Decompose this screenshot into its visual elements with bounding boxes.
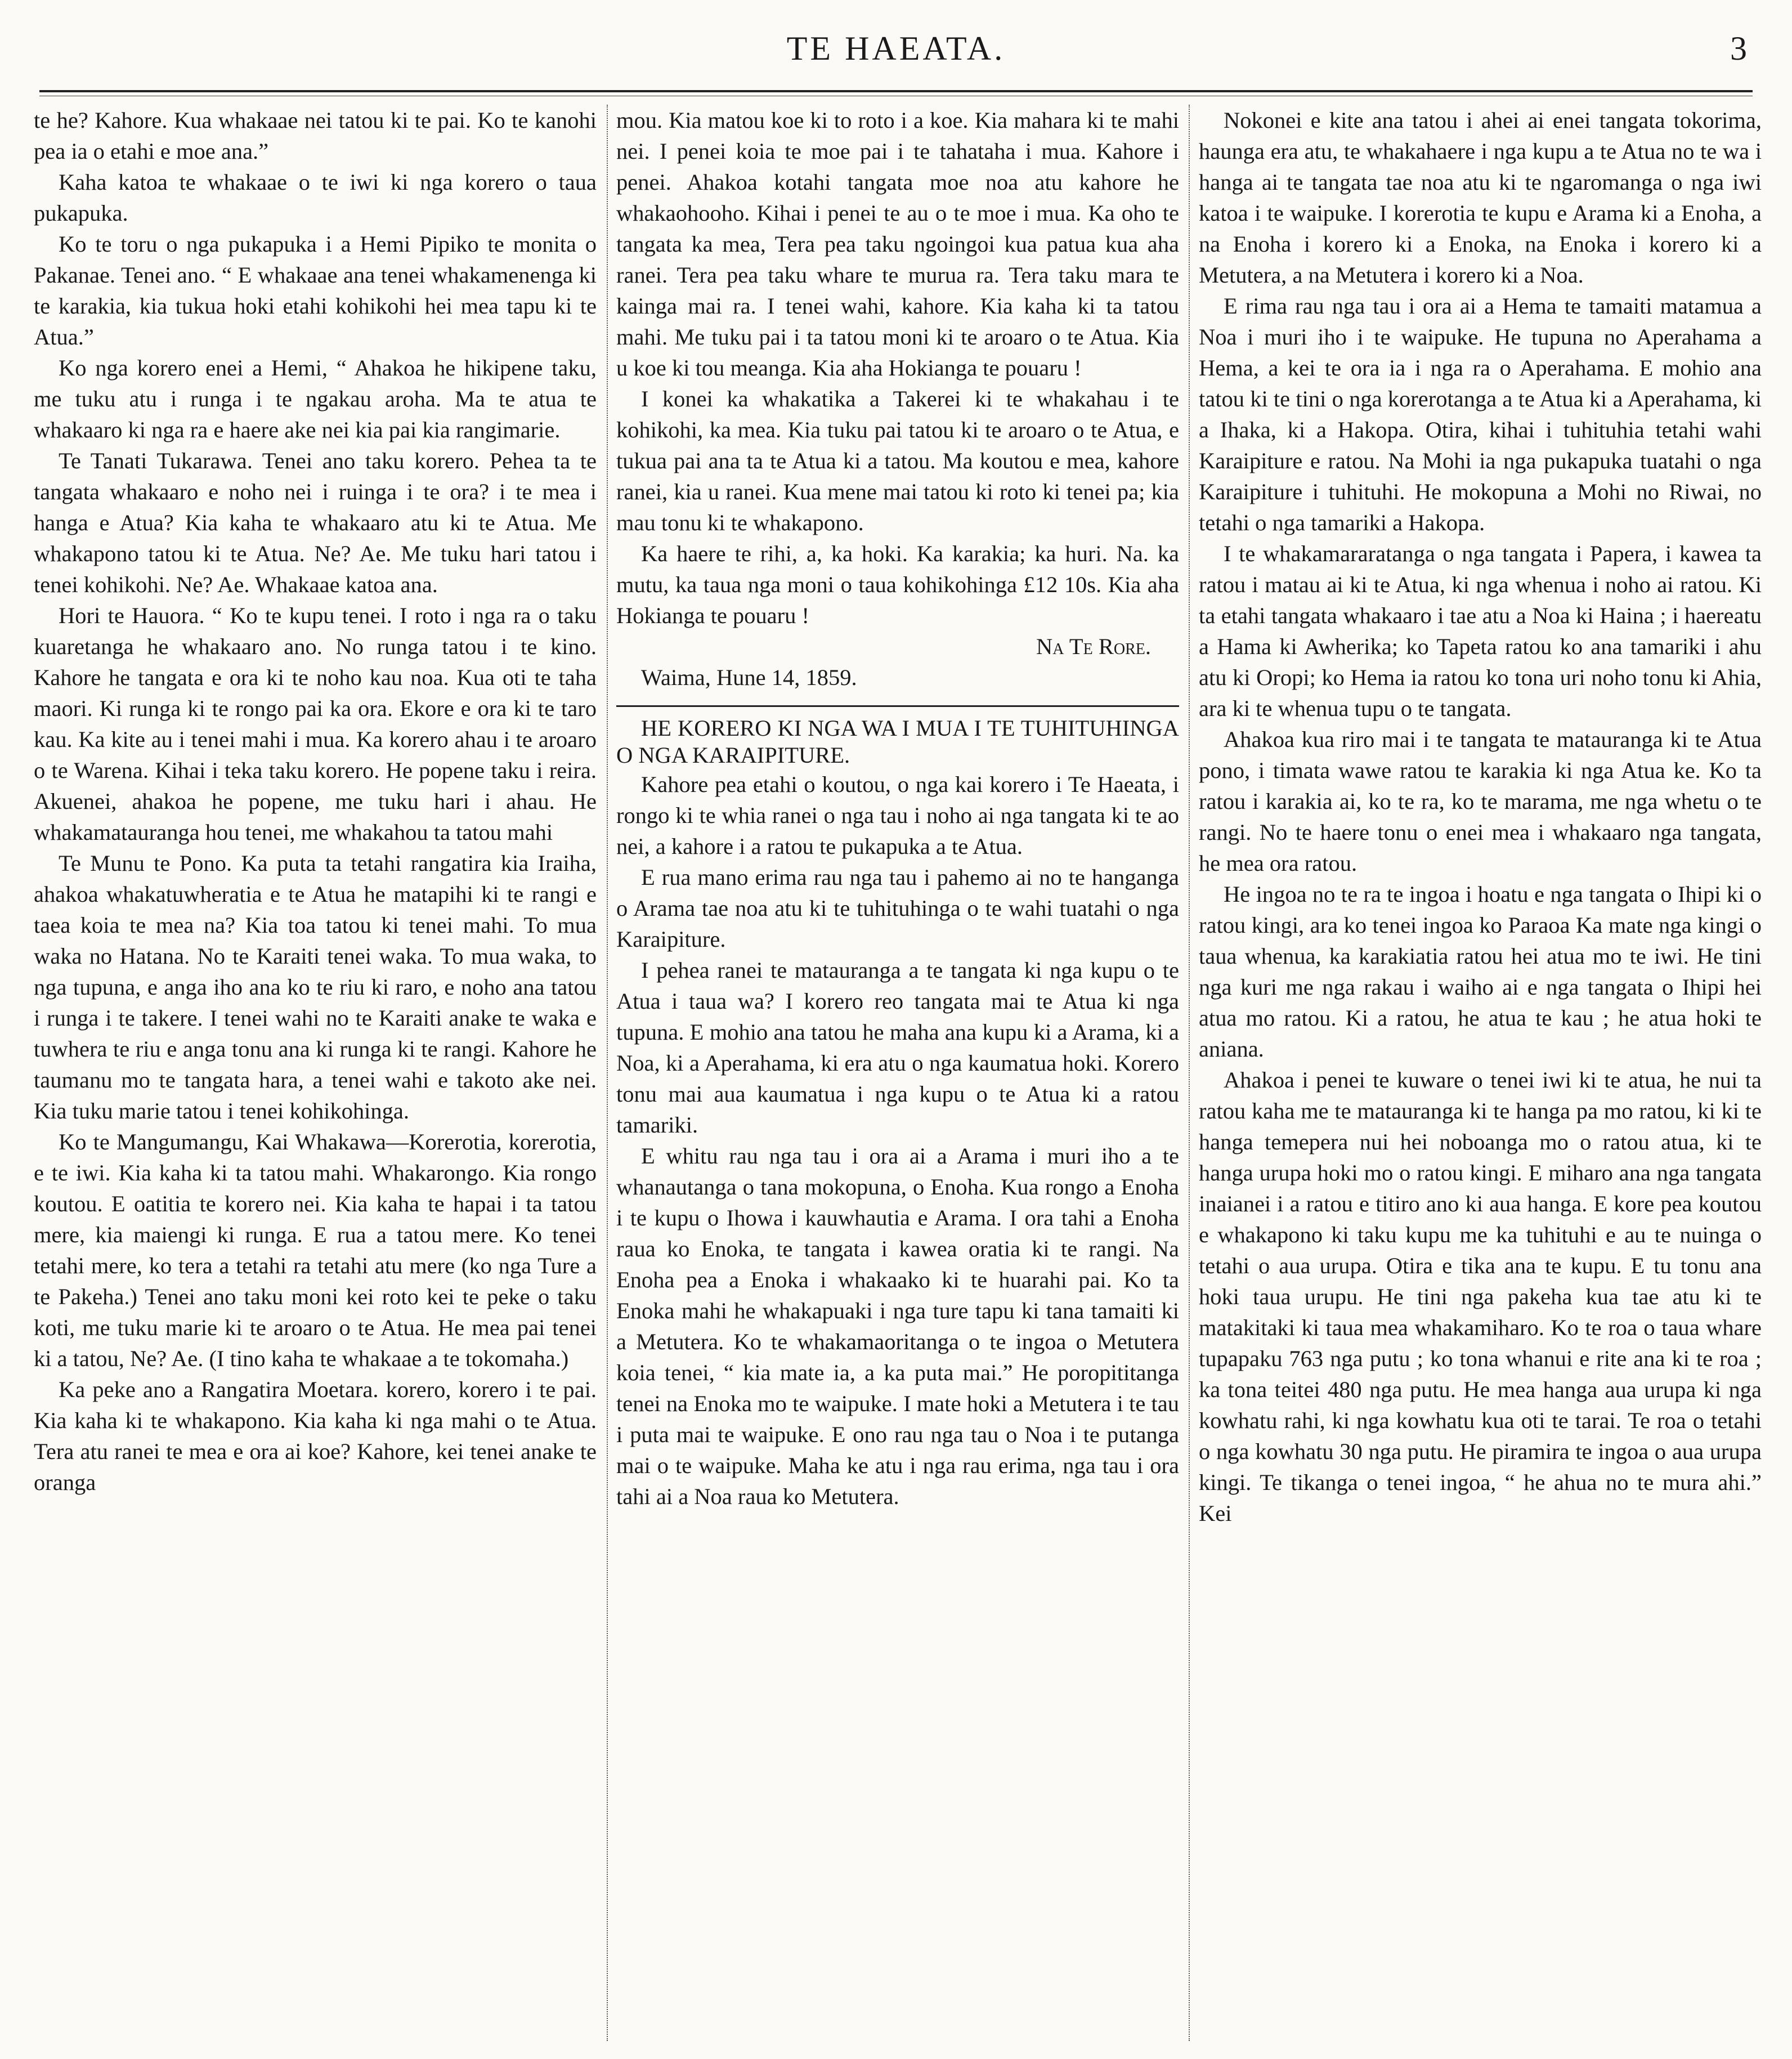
column-rule-left bbox=[607, 105, 608, 2041]
article-heading: HE KORERO KI NGA WA I MUA I TE TUHITUHINGA O NGA KARAIPITURE. bbox=[616, 715, 1179, 768]
paragraph: Ko nga korero enei a Hemi, “ Ahakoa he hikipene taku, me tuku atu i runga i te ngakau aroha. Ma te atua te whakaaro ki nga ra e haere ake nei kia pai kia rangimarie. bbox=[34, 355, 597, 442]
paragraph: E rua mano erima rau nga tau i pahemo ai no te hanganga o Arama tae noa atu ki te tuhituhinga o te wahi tuatahi o nga Karaipiture. bbox=[616, 865, 1179, 952]
masthead bbox=[39, 25, 1753, 81]
paragraph: I pehea ranei te matauranga a te tangata ki nga kupu o te Atua i taua wa? I korero reo tangata mai te Atua ki nga tupuna. E mohio ana tatou he maha ana kupu ki a Arama, ki a Noa, ki a Aperahama, ki era atu o nga kaumatua hoki. Korero tonu mai aua kaumatua i nga kupu o te Atua ki a ratou tamariki. bbox=[616, 957, 1179, 1138]
paragraph: Ahakoa i penei te kuware o tenei iwi ki te atua, he nui ta ratou kaha me te matauranga ki te hanga pa mo ratou, ki ki te hanga temepera nui hei noboanga mo o ratou atua, ki te hanga urupa hoki mo o ratou kingi. E miharo ana nga tangata inaianei i a ratou e titiro ano ki aua hanga. E kore pea koutou e whakapono ki taku kupu me ka tuhituhi e au te nuinga o tetahi o aua urupa. Otira e tika ana te kupu. E tu tonu ana hoki taua urupu. He tini nga pakeha kua tae atu ki te matakitaki ki taua mea whakamiharo. Ko te roa o taua whare tupapaku 763 nga putu ; ko tona whanui e rite ana ki te roa ; ka tona teitei 480 nga putu. He mea hanga aua urupa ki nga kowhatu rahi, ki nga kowhatu kua oti te tarai. Te roa o tetahi o nga kowhatu 30 nga putu. He piramira te ingoa o aua urupa kingi. Te tikanga o tenei ingoa, “ he ahua no te mura ahi.” Kei bbox=[1199, 1067, 1762, 1526]
paragraph: I te whakamararatanga o nga tangata i Papera, i kawea ta ratou i matau ai ki te Atua, ki nga whenua i noho ai ratou. Ki ta etahi tangata whakaaro i tae atu a Noa ki Haina ; i haereatu a Hama ki Awherika; ko Tapeta ratou ko ana tamariki i ahu atu ki Oropi; ko Hema ia ratou ko tona uri noho tonu ki Ahia, ara ki te whenua tupu o te tangata. bbox=[1199, 541, 1762, 721]
paragraph: He ingoa no te ra te ingoa i hoatu e nga tangata o Ihipi ki o ratou kingi, ara ko tenei ingoa ko Paraoa Ka mate nga kingi o taua whenua, ka karakiatia ratou hei atua mo te iwi. He tini nga kuri me nga rakau i waiho ai e nga tangata o Ihipi hei atua mo ratou. Ki a ratou, he atua te kau ; he atua hoki te aniana. bbox=[1199, 881, 1762, 1062]
header-rule bbox=[39, 90, 1753, 92]
paragraph: Ka haere te rihi, a, ka hoki. Ka karakia; ka huri. Na. ka mutu, ka taua nga moni o taua kohikohinga £12 10s. Kia aha Hokianga te pouaru ! bbox=[616, 541, 1179, 628]
paragraph: E rima rau nga tau i ora ai a Hema te tamaiti matamua a Noa i muri iho i te waipuke. He tupuna no Aperahama a Hema, a kei te ora ia i nga ra o Aperahama. E mohio ana tatou ki te tini o nga korerotanga a te Atua ki a Aperahama, ki a Ihaka, ki a Hakopa. Otira, kihai i tuhituhia tetahi wahi Karaipiture e ratou. Na Mohi ia nga pukapuka tuatahi o nga Karaipiture i tuhituhi. He mokopuna a Mohi no Riwai, no tetahi o nga tamariki a Hakopa. bbox=[1199, 293, 1762, 535]
column-rule-right bbox=[1189, 105, 1190, 2041]
column-2 bbox=[616, 105, 1179, 2041]
dateline: Waima, Hune 14, 1859. bbox=[641, 665, 857, 690]
paragraph: Kahore pea etahi o koutou, o nga kai korero i Te Haeata, i rongo ki te whia ranei o nga tau i noho ai nga tangata ki te ao nei, a kahore i a ratou te pukapuka a te Atua. bbox=[616, 772, 1179, 859]
paragraph: E whitu rau nga tau i ora ai a Arama i muri iho a te whanautanga o tana mokopuna, o Enoha. Kua rongo a Enoha i te kupu o Ihowa i kauwhautia e Arama. I ora tahi a Enoha raua ko Enoka, te tangata i kawea oratia ki te rangi. Na Enoha pea a Enoka i whakaako ki te huarahi pai. Ko ta Enoka mahi he whakapuaki i nga ture tapu ki tana tamaiti ki a Metutera. Ko te whakamaoritanga o te ingoa o Metutera koia tenei, “ kia mate ia, a ka puta mai.” He poropititanga tenei na Enoka mo te waipuke. I mate hoki a Metutera i te tau i puta mai te waipuke. E ono rau nga tau o Noa i te putanga mai o te waipuke. Maha ke atu i nga rau erima, nga tau i ora tahi ai a Noa raua ko Metutera. bbox=[616, 1143, 1179, 1509]
column-3 bbox=[1199, 105, 1762, 2041]
page-number: 3 bbox=[1730, 30, 1747, 67]
paragraph: Nokonei e kite ana tatou i ahei ai enei tangata tokorima, haunga era atu, te whakahaere i nga kupu a te Atua no te wa i hanga ai te tangata tae noa atu ki te ngaromanga o nga iwi katoa i te waipuke. I korerotia te kupu e Arama ki a Enoha, a na Enoha i korero ki a Enoka, na Enoka i korero ki a Metutera, a na Metutera i korero ki a Noa. bbox=[1199, 108, 1762, 288]
paragraph: mou. Kia matou koe ki to roto i a koe. Kia mahara ki te mahi nei. I penei koia te moe pai i te tahataha i mua. Kahore i penei. Ahakoa kotahi tangata moe noa atu kahore he whakaohooho. Kihai i penei te au o te moe i mua. Ka oho te tangata ka mea, Tera pea taku ngoingoi kua patua kua aha ranei. Tera pea taku whare te murua ra. Tera taku mara te kainga mai ra. I tenei wahi, kahore. Kia kaha ki ta tatou mahi. Me tuku pai i ta tatou moni ki te aroaro o te Atua. Kia u koe ki tou meanga. Kia aha Hokianga te pouaru ! bbox=[616, 108, 1179, 381]
paragraph: Ka peke ano a Rangatira Moetara. korero, korero i te pai. Kia kaha ki te whakapono. Kia kaha ki nga mahi o te Atua. Tera atu ranei te mea e ora ai koe? Kahore, kei tenei anake te oranga bbox=[34, 1377, 597, 1495]
signature: Na Te Rore. bbox=[1036, 634, 1151, 659]
paragraph: Ko te toru o nga pukapuka i a Hemi Pipiko te monita o Pakanae. Tenei ano. “ E whakaae ana tenei whakamenenga ki te karakia, kia tukua hoki etahi kohikohi hei mea tapu ki te Atua.” bbox=[34, 231, 597, 350]
paragraph: I konei ka whakatika a Takerei ki te whakahau i te kohikohi, ka mea. Kia tuku pai tatou ki te aroaro o te Atua, e tukua pai ana ta te Atua ki a tatou. Ma koutou e mea, kahore ranei, kia u ranei. Kua mene mai tatou ki roto ki tenei pa; kia mau tonu ki te whakapono. bbox=[616, 386, 1179, 535]
paragraph: Ko te Mangumangu, Kai Whakawa—Korerotia, korerotia, e te iwi. Kia kaha ki ta tatou mahi. Whakarongo. Kia rongo koutou. E oatitia te korero nei. Kia kaha te hapai i ta tatou mere, kia maiengi ki runga. E rua a tatou mere. Ko tenei tetahi mere, ko tera a tetahi ra tetahi atu mere (ko nga Ture a te Pakeha.) Tenei ano taku moni kei roto kei te peke o taku koti, me tuku marie ki te aroaro o te Atua. He mea pai tenei ki a tatou, Ne? Ae. (I tino kaha te whakaae a te tokomaha.) bbox=[34, 1129, 597, 1371]
paragraph: Te Munu te Pono. Ka puta ta tetahi rangatira kia Iraiha, ahakoa whakatuwheratia e te Atua he matapihi ki te rangi e taea koia te mea na? Kia toa tatou ki tenei mahi. To mua waka no Hatana. No te Karaiti tenei waka. To mua waka, to nga tupuna, e anga iho ana ko te riu ki raro, e noho ana tatou i runga i te takere. I tenei wahi no te Karaiti anake te waka e tuwhera te riu e anga tonu ana ki runga ki te rangi. Kahore he taumanu mo te tangata hara, a tenei wahi e takoto ake nei. Kia tuku marie tatou i tenei kohikohinga. bbox=[34, 851, 597, 1124]
section-rule bbox=[616, 705, 1179, 707]
column-1 bbox=[34, 105, 597, 2041]
paragraph: Te Tanati Tukarawa. Tenei ano taku korero. Pehea ta te tangata whakaaro e noho nei i ruinga i te ora? i te mea i hanga e Atua? Kia kaha te whakaaro atu ki te Atua. Me whakapono tatou ki te Atua. Ne? Ae. Me tuku hari tatou i tenei kohikohi. Ne? Ae. Whakaae katoa ana. bbox=[34, 448, 597, 597]
running-title: TE HAEATA. bbox=[786, 30, 1006, 67]
paragraph: te he? Kahore. Kua whakaae nei tatou ki te pai. Ko te kanohi pea ia o etahi e moe ana.” bbox=[34, 108, 597, 164]
paragraph: Ahakoa kua riro mai i te tangata te matauranga ki te Atua pono, i timata wawe ratou te karakia ki nga Atua ke. Ko ta ratou i karakia ai, ko te ra, ko te marama, me nga whetu o te rangi. No te haere tonu o enei mea i whakaaro nga tangata, he mea ora ratou. bbox=[1199, 727, 1762, 876]
paragraph: Hori te Hauora. “ Ko te kupu tenei. I roto i nga ra o taku kuaretanga he whakaaro ano. No runga tatou i te kino. Kahore he tangata e ora ki te noho kau noa. Kua oti te taha maori. Ki runga ki te rongo pai ka ora. Ekore e ora ki te taro kau. Ka kite au i tenei mahi i mua. Ka korero ahau i te aroaro o te Warena. Kihai i teka taku korero. He popene taku i reira. Akuenei, ahakoa he popene, me tuku hari i ahau. He whakamatauranga hou tenei, me whakahou ta tatou mahi bbox=[34, 603, 597, 845]
paragraph: Kaha katoa te whakaae o te iwi ki nga korero o taua pukapuka. bbox=[34, 169, 597, 226]
